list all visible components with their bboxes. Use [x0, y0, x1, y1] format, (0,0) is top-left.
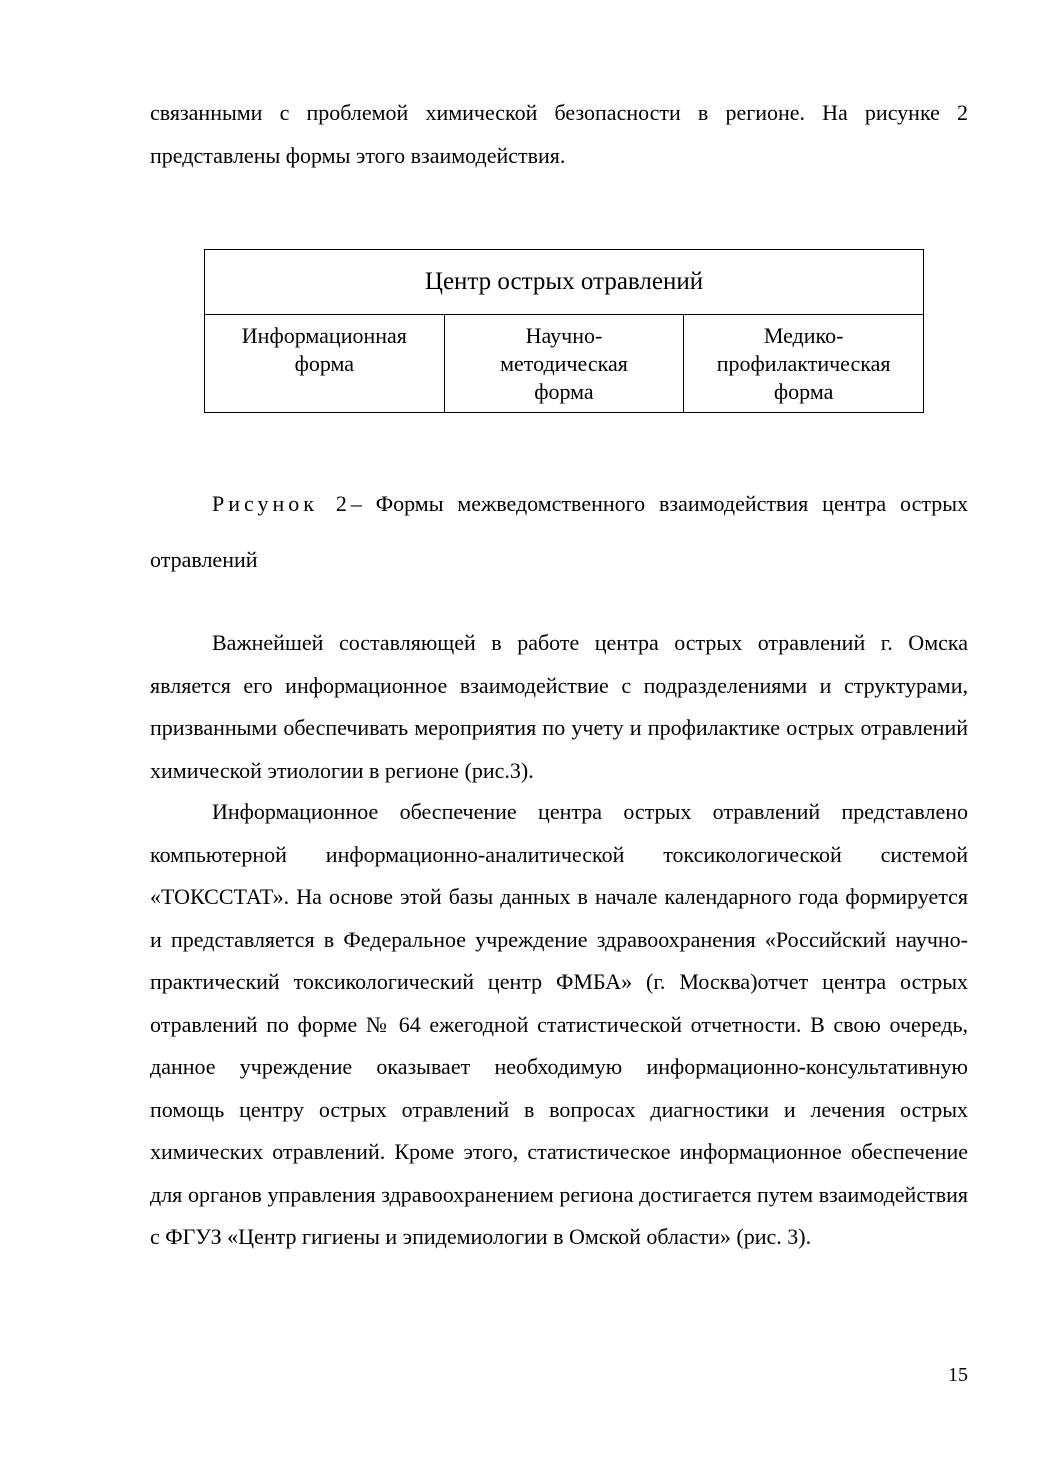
form-label-line: форма	[534, 379, 594, 404]
form-label-line: форма	[773, 379, 834, 404]
forms-diagram	[204, 249, 924, 413]
body-paragraph-2: Информационное обеспечение центра острых отравлений представлено компьютерной информационно-аналитической токсикологической системой «ТОКССТАТ». На основе этой базы данных в начале календарного года формируется и представляется в Федеральное учреждение здравоохранения «Российский научно-практический токсикологический центр ФМБА» (г. Москва)отчет центра острых отравлений по форме № 64 ежегодной статистической отчетности. В свою очередь, данное учреждение оказывает необходимую информационно-консультативную помощь центру острых отравлений в вопросах диагностики и лечения острых химических отравлений. Кроме этого, статистическое информационное обеспечение для органов управления здравоохранением региона достигается путем взаимодействия с ФГУЗ «Центр гигиены и эпидемиологии в Омской области» (рис. 3).	[150, 799, 968, 1249]
form-label-line: профилактическая	[716, 351, 891, 376]
intro-paragraph: связанными с проблемой химической безопасности в регионе. На рисунке 2 представлены формы этого взаимодействия.	[150, 100, 968, 168]
figure-caption	[150, 476, 968, 588]
form-label-line: Медико-	[763, 323, 844, 348]
page-number: 15	[948, 1364, 968, 1386]
figure-caption-lead: Рисунок 2	[212, 491, 351, 516]
figure-caption-text: – Формы межведомственного взаимодействия центра острых отравлений	[150, 491, 968, 572]
body-paragraph-1: Важнейшей составляющей в работе центра острых отравлений г. Омска является его информационное взаимодействие с подразделениями и структурами, призванными обеспечивать мероприятия по учету и профилактике острых отравлений химической этиологии в регионе (рис.3).	[150, 630, 968, 783]
form-label-line: Информационная	[241, 323, 407, 348]
diagram-form-methodical	[444, 315, 684, 413]
form-label-line: методическая	[500, 351, 628, 376]
diagram-form-preventive	[684, 315, 924, 413]
diagram-form-informational	[205, 315, 445, 413]
form-label-line: форма	[294, 351, 355, 376]
form-label-line: Научно-	[525, 323, 603, 348]
diagram-center-box: Центр острых отравлений	[205, 250, 924, 315]
